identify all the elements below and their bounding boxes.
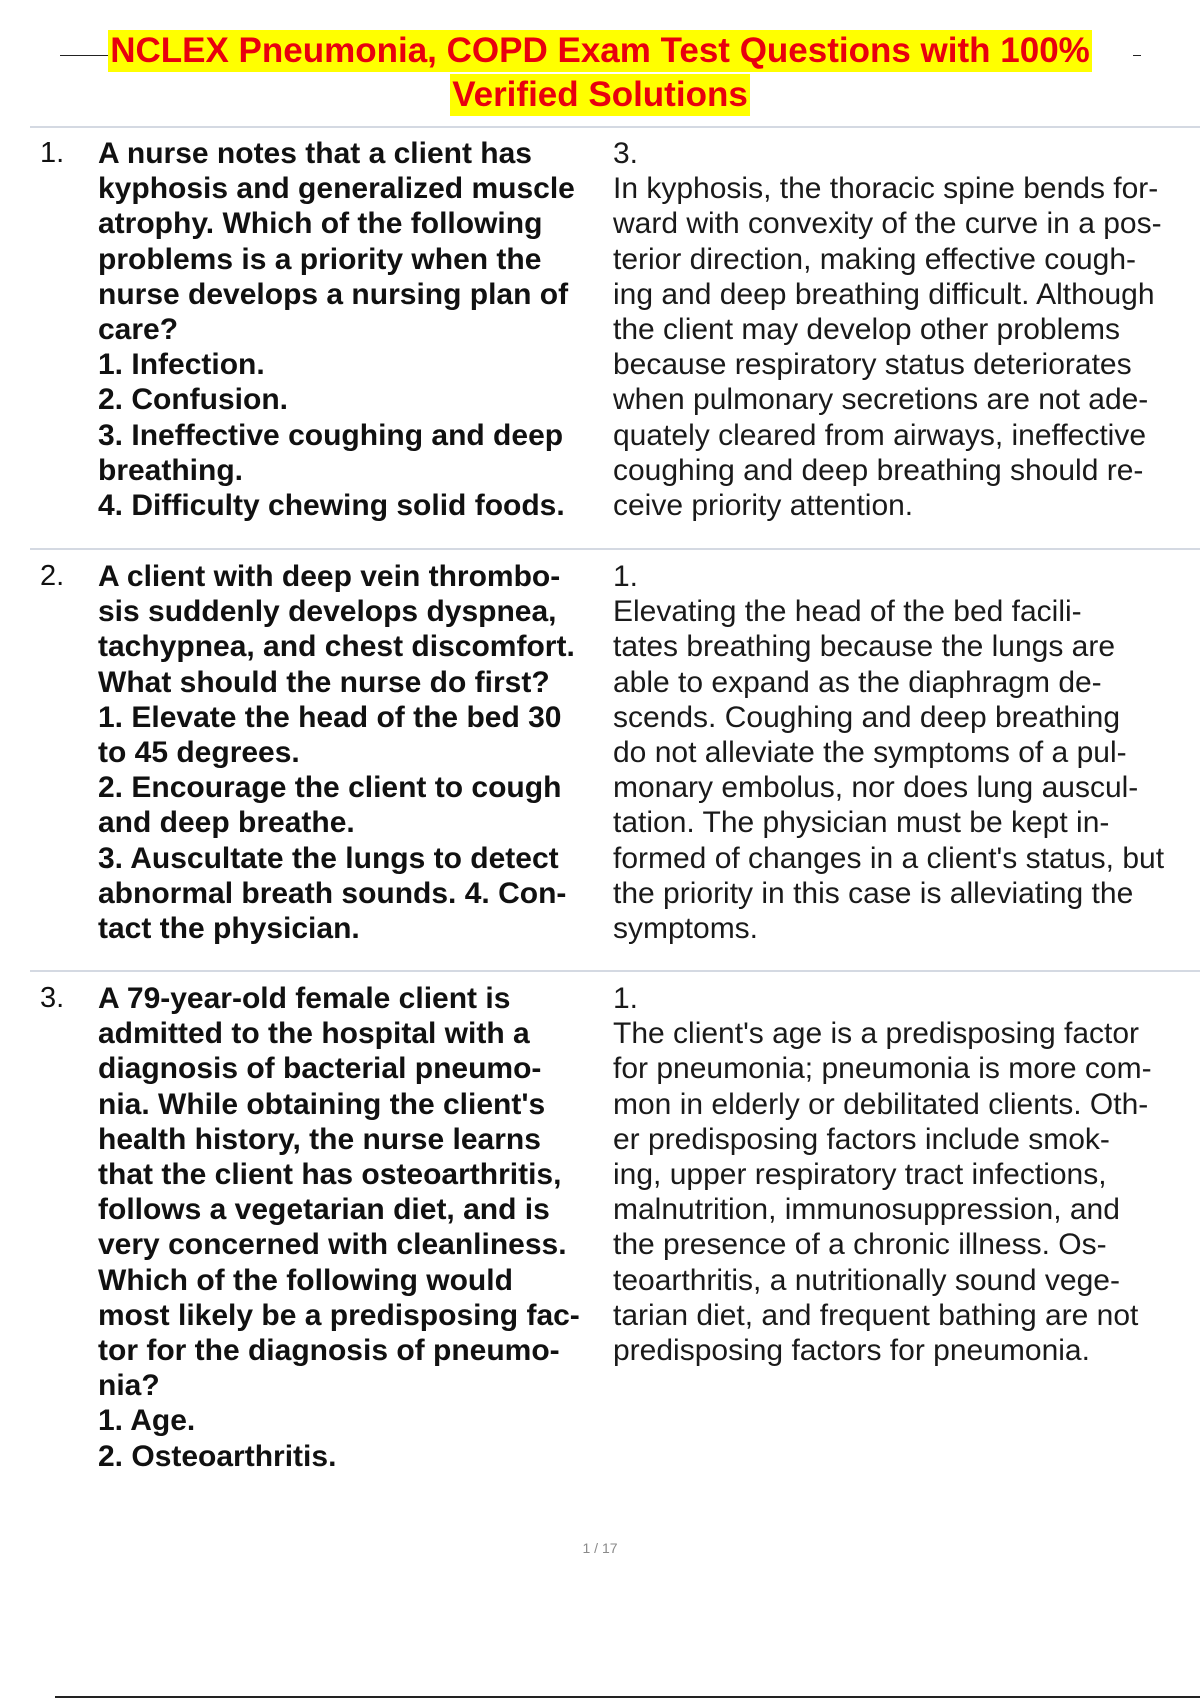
qa-divider bbox=[30, 970, 1200, 972]
title-left-rule bbox=[60, 55, 110, 56]
qa-item bbox=[30, 136, 1200, 546]
question-number: 1. bbox=[40, 137, 65, 169]
qa-item bbox=[30, 559, 1200, 959]
document-title bbox=[0, 30, 1200, 118]
question-text: A 79-year-old female client is admitted to the hospital with a diagnosis of bacterial pneumo- nia. While obtaining the client's health history, the nurse learns that the client has osteoarthritis, follows a vegetarian diet, and is very concerned with cleanliness. Which of the following would most likely be a predisposing fac- tor for the diagnosis of pneumo- nia? 1. Age. 2. Osteoarthritis. bbox=[98, 982, 580, 1473]
title-line-1: NCLEX Pneumonia, COPD Exam Test Questions with 100% bbox=[110, 31, 1090, 70]
answer-text: 3. In kyphosis, the thoracic spine bends for- ward with convexity of the curve in a pos- terior direction, making effective cough- ing and deep breathing difficult. Although the client may develop other problems because respiratory status deteriorates when pulmonary secretions are not ade- quately cleared from airways, ineffective coughing and deep breathing should re- ceive priority attention. bbox=[613, 137, 1162, 523]
title-right-rule bbox=[1133, 55, 1141, 56]
header-divider bbox=[30, 126, 1200, 128]
question-number: 2. bbox=[40, 560, 65, 592]
answer-text: 1. The client's age is a predisposing factor for pneumonia; pneumonia is more com- mon in elderly or debilitated clients. Oth- er predisposing factors include smok- ing, upper respiratory tract infections, malnutrition, immunosuppression, and the presence of a chronic illness. Os- teoarthritis, a nutritionally sound vege- tarian diet, and frequent bathing are not predisposing factors for pneumonia. bbox=[613, 982, 1152, 1368]
question-text: A nurse notes that a client has kyphosis and generalized muscle atrophy. Which of the following problems is a priority when the nurse develops a nursing plan of care? 1. Infection. 2. Confusion. 3. Ineffective coughing and deep breathing. 4. Difficulty chewing solid foods. bbox=[98, 137, 575, 523]
title-line-2: Verified Solutions bbox=[452, 75, 748, 114]
footer-rule bbox=[55, 1696, 1200, 1698]
question-number: 3. bbox=[40, 982, 65, 1014]
qa-divider bbox=[30, 548, 1200, 550]
page-indicator: 1 / 17 bbox=[582, 1540, 618, 1556]
question-text: A client with deep vein thrombo- sis suddenly develops dyspnea, tachypnea, and chest discomfort. What should the nurse do first? 1. Elevate the head of the bed 30 to 45 degrees. 2. Encourage the client to cough and deep breathe. 3. Auscultate the lungs to detect abnormal breath sounds. 4. Con- tact the physician. bbox=[98, 560, 575, 946]
answer-text: 1. Elevating the head of the bed facili- tates breathing because the lungs are able to expand as the diaphragm de- scends. Coughing and deep breathing do not alleviate the symptoms of a pul- monary embolus, nor does lung auscul- tation. The physician must be kept in- formed of changes in a client's status, but the priority in this case is alleviating the symptoms. bbox=[613, 560, 1165, 946]
qa-item bbox=[30, 981, 1200, 1481]
